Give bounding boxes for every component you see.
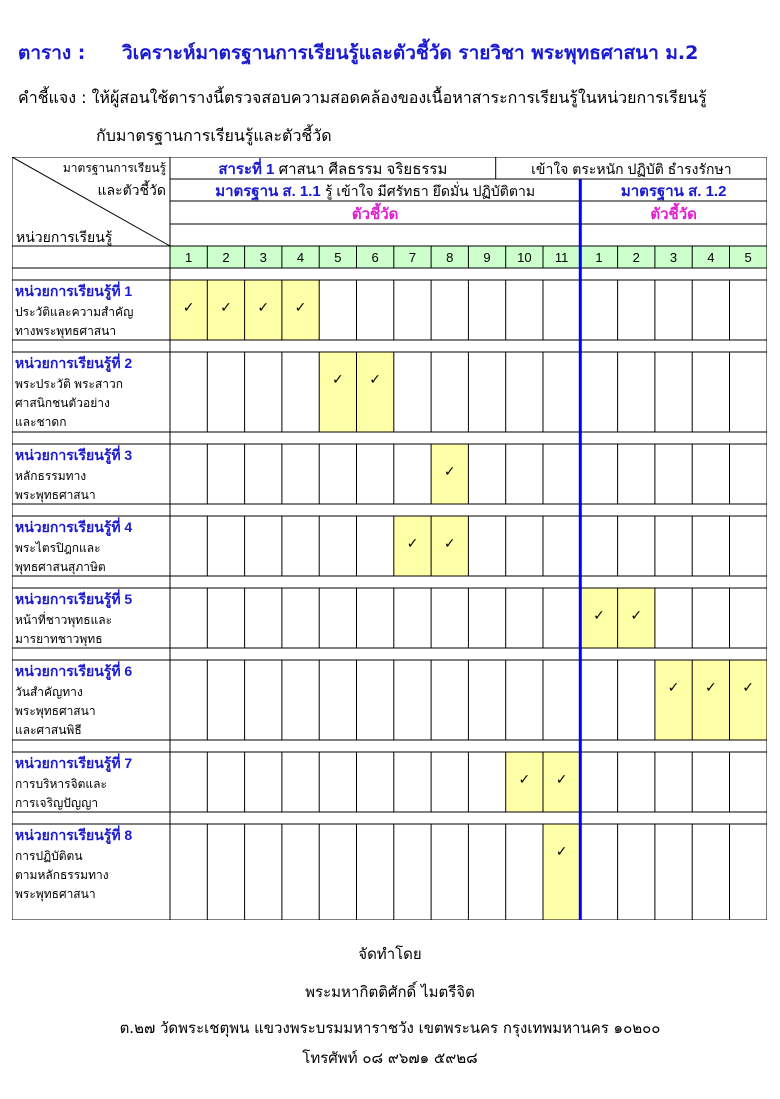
indicator-number: 5 (744, 250, 752, 265)
unit-description-line: ตามหลักธรรมทาง (15, 868, 109, 882)
check-mark: ✓ (667, 680, 680, 696)
unit-title: หน่วยการเรียนรู้ที่ 5 (15, 591, 133, 607)
unit-description-line: พระพุทธศาสนา (15, 704, 96, 718)
indicator-number: 1 (595, 250, 603, 265)
check-mark: ✓ (443, 464, 456, 480)
unit-description-line: ศาสนิกชนตัวอย่าง (15, 396, 110, 410)
standard-1-heading (215, 182, 535, 201)
check-cell-highlight (357, 352, 394, 432)
check-mark: ✓ (555, 844, 568, 860)
analysis-table (12, 157, 767, 920)
strand-extra: เข้าใจ ตระหนัก ปฏิบัติ ธำรงรักษา (531, 161, 732, 177)
analysis-table-grid (12, 157, 767, 920)
unit-description-line: พระไตรปิฎกและ (15, 541, 101, 555)
unit-title: หน่วยการเรียนรู้ที่ 8 (15, 827, 133, 843)
unit-title: หน่วยการเรียนรู้ที่ 7 (15, 755, 133, 771)
check-cell-highlight (730, 660, 767, 740)
check-cell-highlight (319, 352, 356, 432)
unit-description-line: ทางพระพุทธศาสนา (15, 324, 117, 338)
indicator-label-2: ตัวชี้วัด (650, 206, 697, 223)
standard-2-title: มาตรฐาน ส. 1.2 (620, 183, 727, 200)
check-mark: ✓ (182, 300, 195, 316)
check-mark: ✓ (406, 536, 419, 552)
standard-1-text: รู้ เข้าใจ มีศรัทธา ยึดมั่น ปฏิบัติตาม (324, 183, 536, 199)
standard-1-title: มาตรฐาน ส. 1.1 (215, 183, 325, 200)
instruction-line-2: กับมาตรฐานการเรียนรู้และตัวชี้วัด (96, 126, 332, 145)
check-mark: ✓ (443, 536, 456, 552)
indicator-number: 3 (259, 250, 267, 265)
indicator-number: 2 (222, 250, 230, 265)
unit-description-line: พระประวัติ พระสาวก (15, 377, 124, 391)
check-mark: ✓ (555, 772, 568, 788)
indicator-number: 9 (483, 250, 491, 265)
indicator-number: 4 (707, 250, 715, 265)
indicator-number: 10 (517, 250, 532, 265)
title-text: วิเคราะห์มาตรฐานการเรียนรู้และตัวชี้วัด รายวิชา พระพุทธศาสนา ม.2 (122, 42, 699, 64)
unit-description-line: พุทธศาสนสุภาษิต (15, 560, 106, 574)
strand-title: สาระที่ 1 (218, 161, 279, 178)
footer-address: ต.๒๗ วัดพระเชตุพน แขวงพระบรมมหาราชวัง เขตพระนคร กรุงเทพมหานคร ๑๐๒๐๐ (119, 1019, 661, 1037)
strand-text: ศาสนา ศีลธรรม จริยธรรม (278, 161, 448, 178)
indicator-number: 1 (185, 250, 193, 265)
unit-title: หน่วยการเรียนรู้ที่ 3 (15, 447, 133, 463)
indicator-number: 6 (371, 250, 379, 265)
unit-description-line: มารยาทชาวพุทธ (15, 632, 103, 646)
unit-title: หน่วยการเรียนรู้ที่ 6 (15, 663, 133, 679)
check-cell-highlight (543, 824, 580, 920)
footer-author: พระมหากิตติศักดิ์ ไมตรีจิต (305, 983, 475, 1001)
unit-description-line: การเจริญปัญญา (15, 796, 99, 810)
check-mark: ✓ (294, 300, 307, 316)
check-mark: ✓ (369, 372, 382, 388)
check-mark: ✓ (593, 608, 605, 624)
indicator-label-1: ตัวชี้วัด (351, 206, 399, 223)
check-mark: ✓ (630, 608, 643, 624)
check-mark: ✓ (257, 300, 270, 316)
indicator-number: 7 (408, 250, 417, 265)
title-label: ตาราง : (18, 42, 86, 64)
indicator-number: 5 (334, 250, 342, 265)
unit-description-line: หน้าที่ชาวพุทธและ (15, 613, 113, 627)
unit-description-line: พระพุทธศาสนา (15, 887, 96, 901)
instruction-line-1: คำชี้แจง : ให้ผู้สอนใช้ตารางนี้ตรวจสอบความสอดคล้องของเนื้อหาสาระการเรียนรู้ในหน่วยการเรียนรู้ (18, 88, 707, 107)
indicator-number: 2 (632, 250, 640, 265)
strand-heading (218, 158, 447, 178)
page-title (18, 38, 698, 68)
indicator-number: 4 (296, 250, 305, 265)
check-mark: ✓ (742, 680, 755, 696)
unit-title: หน่วยการเรียนรู้ที่ 1 (15, 283, 133, 299)
footer-phone: โทรศัพท์ ๐๘ ๙๖๗๑ ๕๙๒๘ (302, 1049, 478, 1067)
check-mark: ✓ (704, 680, 717, 696)
indicator-number: 8 (446, 250, 454, 265)
indicator-number: 11 (554, 250, 569, 265)
footer-prepared-by: จัดทำโดย (358, 945, 422, 963)
corner-label-top: มาตรฐานการเรียนรู้ (62, 161, 166, 175)
corner-label-bottom: หน่วยการเรียนรู้ (16, 229, 113, 245)
check-mark: ✓ (518, 772, 531, 788)
check-cell-highlight (692, 660, 729, 740)
unit-description-line: พระพุทธศาสนา (15, 488, 96, 502)
unit-description-line: และศาสนพิธี (15, 723, 82, 737)
unit-description-line: และชาดก (15, 415, 67, 429)
corner-label-mid: และตัวชี้วัด (97, 182, 166, 198)
unit-description-line: วันสำคัญทาง (15, 685, 83, 699)
unit-title: หน่วยการเรียนรู้ที่ 2 (15, 355, 133, 371)
unit-description-line: ประวัติและความสำคัญ (15, 305, 134, 319)
check-mark: ✓ (331, 372, 344, 388)
indicator-number: 3 (669, 250, 678, 265)
unit-title: หน่วยการเรียนรู้ที่ 4 (15, 519, 133, 535)
unit-description-line: หลักธรรมทาง (15, 469, 87, 483)
check-mark: ✓ (220, 300, 232, 316)
check-cell-highlight (655, 660, 692, 740)
unit-description-line: การบริหารจิตและ (15, 777, 107, 791)
unit-description-line: การปฏิบัติตน (15, 849, 83, 863)
